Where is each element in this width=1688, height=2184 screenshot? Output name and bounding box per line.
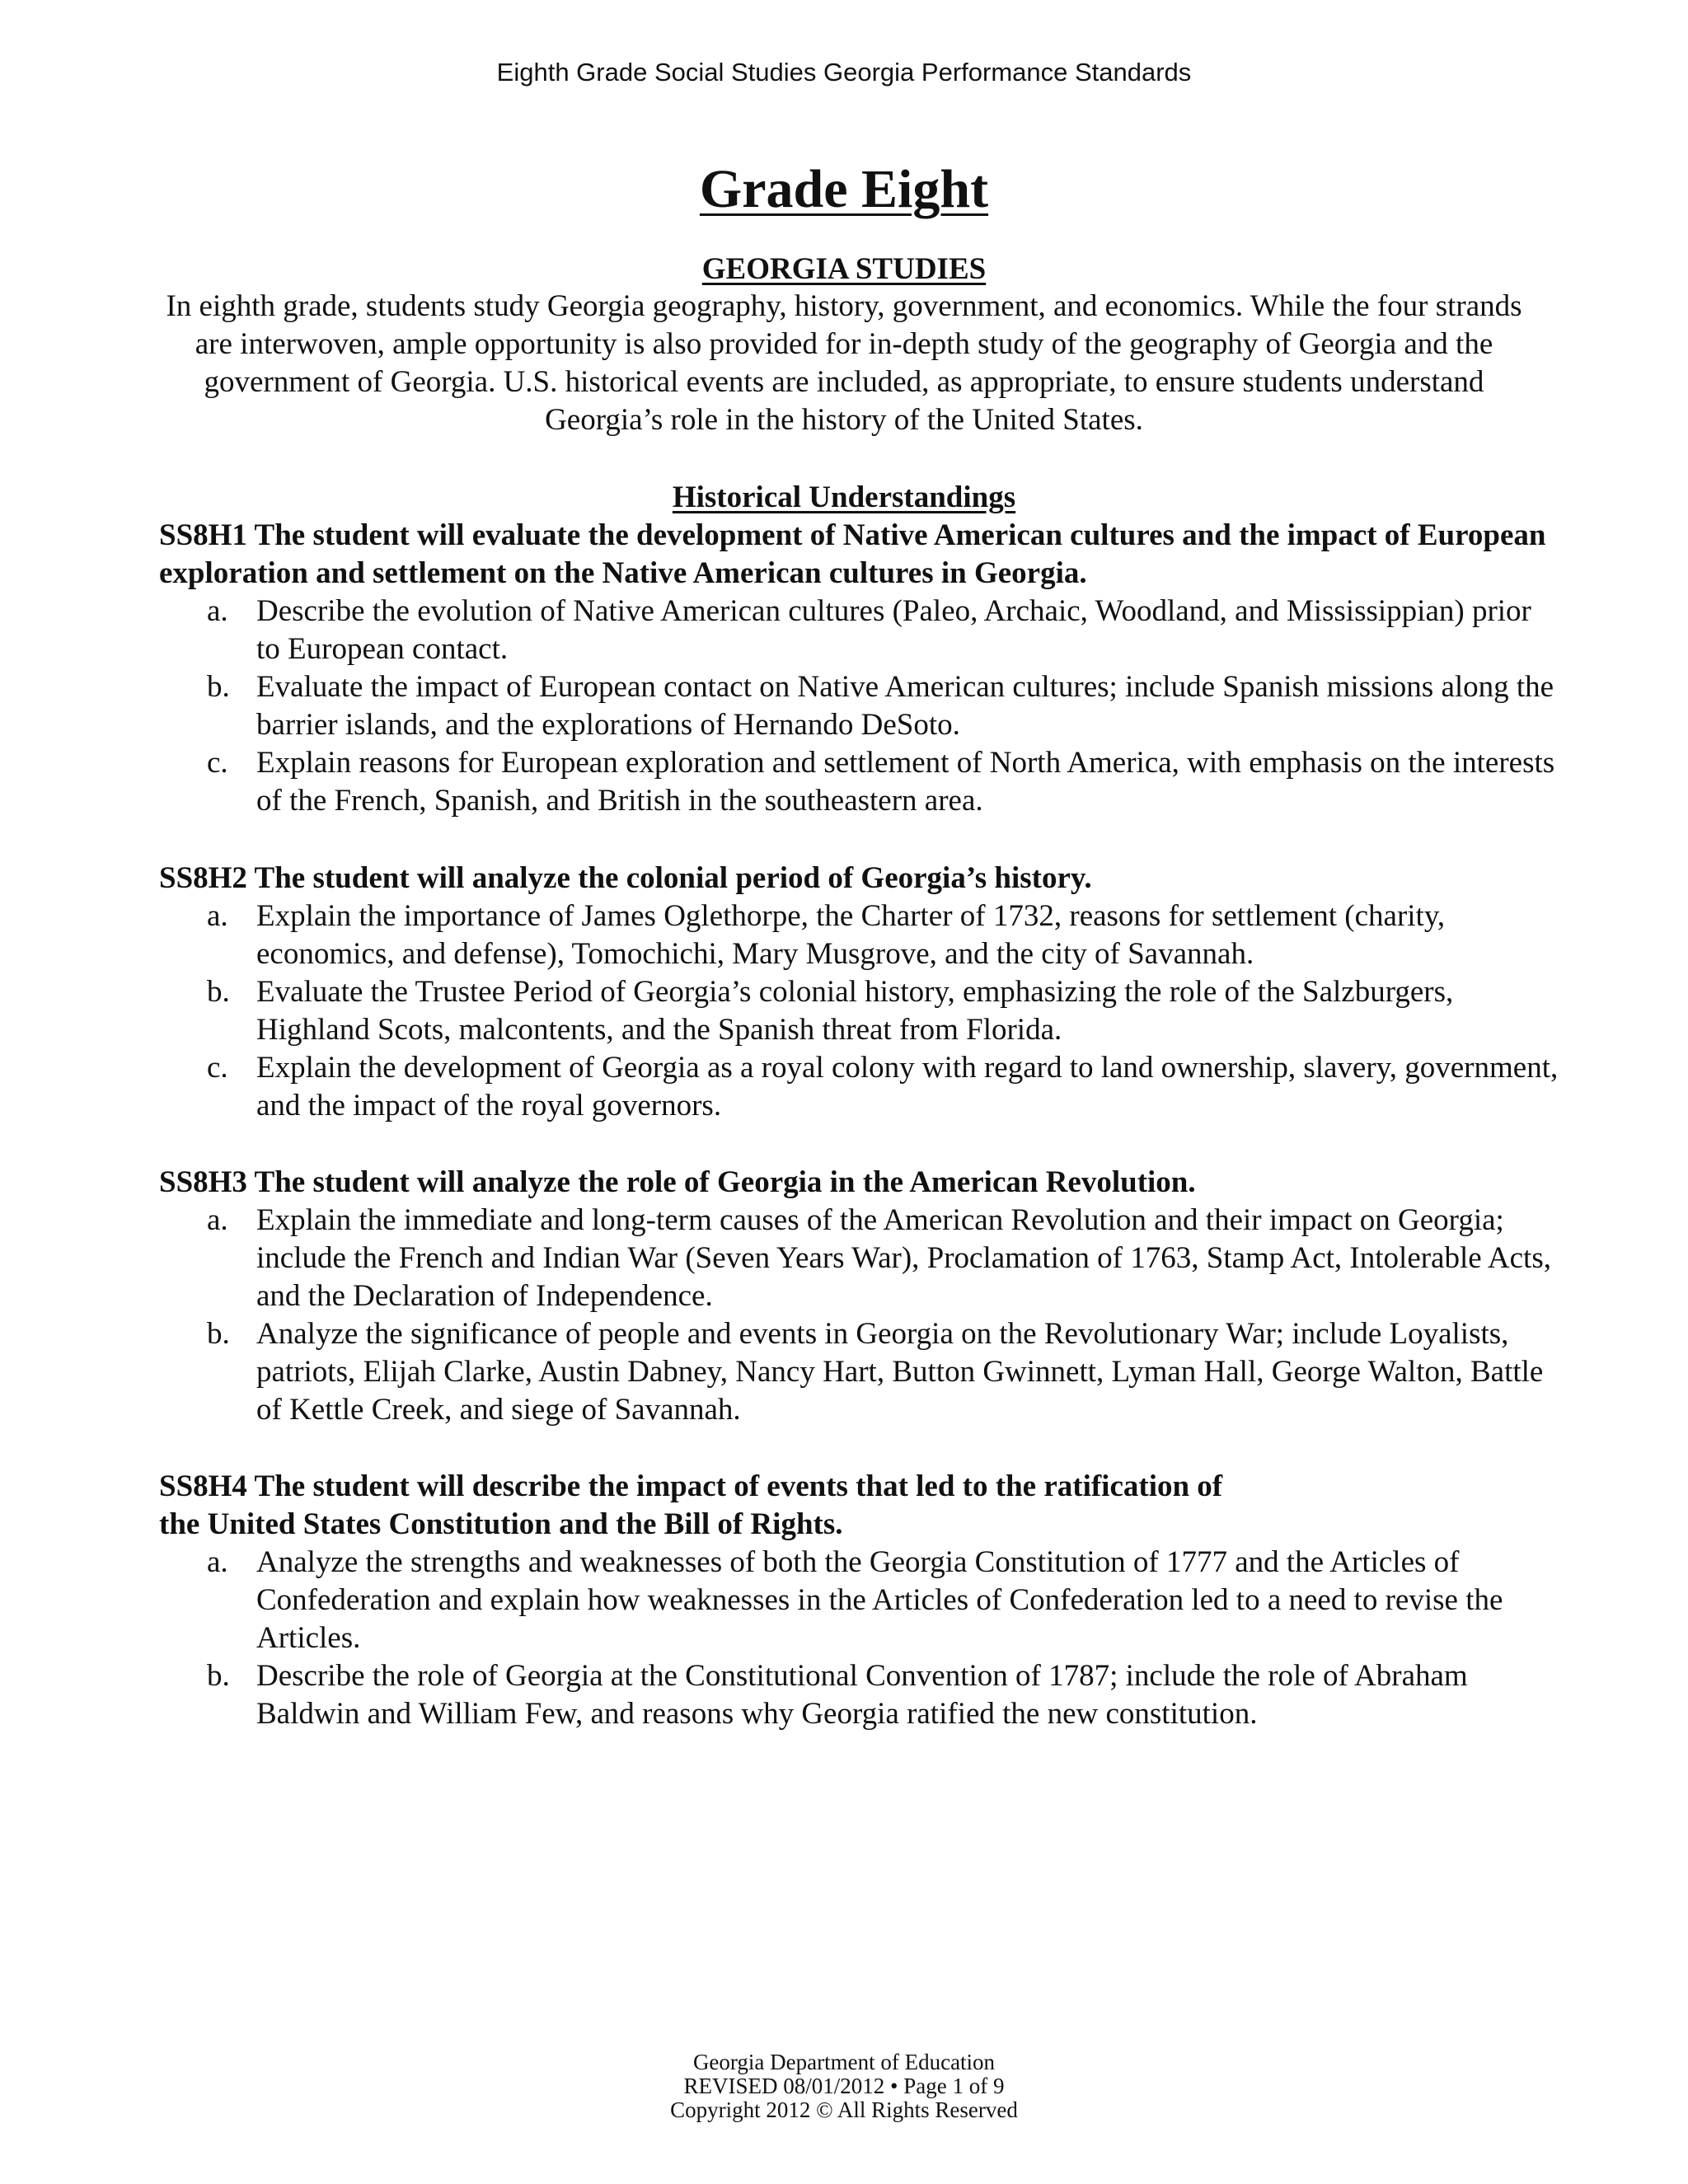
list-item-text: Explain reasons for European exploration and settlement of North America, with emphasis on the interests of the French, Spanish, and British in the southeastern area. bbox=[256, 746, 1555, 818]
list-marker: a. bbox=[207, 1545, 228, 1579]
list-item-text: Analyze the significance of people and events in Georgia on the Revolutionary War; include Loyalists, patriots, Elijah Clarke, Austin Dabney, Nancy Hart, Button Gwinnett, Lyman Hall, George Walton, Battle of Kettle Creek, and siege of Savannah. bbox=[256, 1317, 1544, 1427]
standard-ss8h4 bbox=[159, 1468, 1560, 1733]
list-marker: b. bbox=[207, 1659, 230, 1693]
standard-title-line-2: the United States Constitution and the Bill of Rights. bbox=[159, 1507, 843, 1541]
list-marker: a. bbox=[207, 899, 228, 933]
list-item-text: Analyze the strengths and weaknesses of both the Georgia Constitution of 1777 and the Articles of Confederation and explain how weaknesses in the Articles of Confederation led to a need to revise the Articles. bbox=[256, 1545, 1503, 1655]
page-title: Grade Eight bbox=[699, 159, 989, 219]
standard-title: SS8H3 The student will analyze the role of Georgia in the American Revolution. bbox=[159, 1165, 1196, 1199]
list-item-text: Describe the role of Georgia at the Constitutional Convention of 1787; include the role of Abraham Baldwin and William Few, and reasons why Georgia ratified the new constitution. bbox=[256, 1659, 1468, 1731]
list-item bbox=[159, 1657, 1560, 1733]
running-header: Eighth Grade Social Studies Georgia Performance Standards bbox=[496, 58, 1192, 87]
intro-paragraph: In eighth grade, students study Georgia geography, history, government, and economics. While the four strands are interwoven, ample opportunity is also provided for in-depth study of the geography of Georgia and the government of Georgia. U.S. historical events are included, as appropriate, to ensure students understand Georgia’s role in the history of the United States. bbox=[166, 289, 1522, 437]
list-item-text: Explain the importance of James Oglethorpe, the Charter of 1732, reasons for settlement (charity, economics, and defense), Tomochichi, Mary Musgrove, and the city of Savannah. bbox=[256, 899, 1446, 971]
list-item bbox=[159, 898, 1560, 973]
list-marker: b. bbox=[207, 975, 230, 1009]
standard-elements bbox=[159, 1202, 1560, 1429]
list-item-text: Explain the immediate and long-term causes of the American Revolution and their impact on Georgia; include the French and Indian War (Seven Years War), Proclamation of 1763, Stamp Act, Intolerable Acts, and the Declaration of Independence. bbox=[256, 1203, 1551, 1313]
footer-organization: Georgia Department of Education bbox=[692, 2050, 996, 2074]
section-heading: GEORGIA STUDIES bbox=[701, 252, 987, 286]
list-marker: b. bbox=[207, 1317, 230, 1351]
list-marker: a. bbox=[207, 594, 228, 628]
list-item bbox=[159, 1544, 1560, 1657]
list-item bbox=[159, 668, 1560, 744]
list-marker: b. bbox=[207, 670, 230, 704]
list-item-text: Evaluate the impact of European contact on Native American cultures; include Spanish missions along the barrier islands, and the explorations of Hernando DeSoto. bbox=[256, 670, 1554, 742]
standard-title bbox=[159, 1468, 1560, 1544]
list-item-text: Evaluate the Trustee Period of Georgia’s colonial history, emphasizing the role of the Salzburgers, Highland Scots, malcontents, and the Spanish threat from Florida. bbox=[256, 975, 1454, 1047]
standard-ss8h3 bbox=[159, 1164, 1560, 1429]
list-marker: a. bbox=[207, 1203, 228, 1237]
list-item-text: Describe the evolution of Native American cultures (Paleo, Archaic, Woodland, and Mississippian) prior to European contact. bbox=[256, 594, 1531, 666]
list-item bbox=[159, 1315, 1560, 1429]
list-marker: c. bbox=[207, 746, 228, 780]
standard-elements bbox=[159, 1544, 1560, 1733]
list-item bbox=[159, 1049, 1560, 1125]
standard-ss8h1 bbox=[159, 517, 1560, 820]
standard-elements bbox=[159, 898, 1560, 1125]
standard-title: SS8H2 The student will analyze the colonial period of Georgia’s history. bbox=[159, 861, 1092, 895]
footer-revision-page: REVISED 08/01/2012 • Page 1 of 9 bbox=[683, 2074, 1005, 2098]
standard-title-line-1: SS8H4 The student will describe the impact of events that led to the ratification of bbox=[159, 1469, 1223, 1503]
standard-title: SS8H1 The student will evaluate the development of Native American cultures and the impact of European exploration and settlement on the Native American cultures in Georgia. bbox=[159, 518, 1546, 590]
subheading-historical-understandings: Historical Understandings bbox=[672, 480, 1016, 514]
page-footer bbox=[0, 2050, 1688, 2122]
list-marker: c. bbox=[207, 1051, 228, 1085]
footer-copyright: Copyright 2012 © All Rights Reserved bbox=[670, 2097, 1018, 2122]
standard-elements bbox=[159, 593, 1560, 820]
list-item bbox=[159, 744, 1560, 820]
list-item-text: Explain the development of Georgia as a royal colony with regard to land ownership, slavery, government, and the impact of the royal governors. bbox=[256, 1051, 1559, 1122]
list-item bbox=[159, 973, 1560, 1049]
list-item bbox=[159, 1202, 1560, 1315]
list-item bbox=[159, 593, 1560, 668]
standard-ss8h2 bbox=[159, 860, 1560, 1125]
